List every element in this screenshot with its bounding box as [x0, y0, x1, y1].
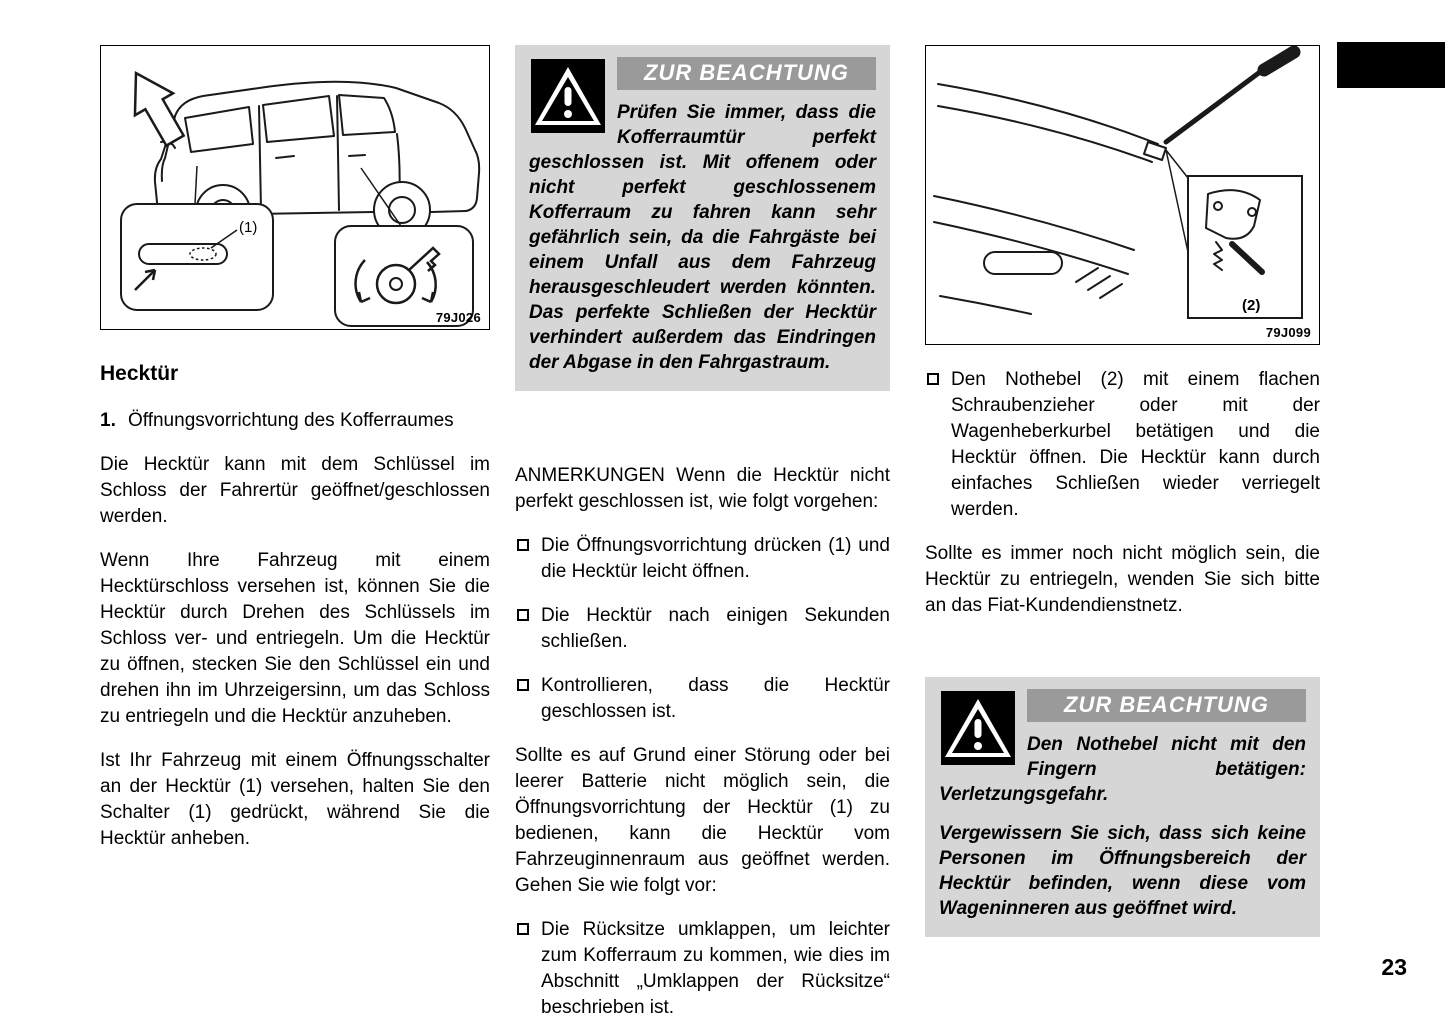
figure-tailgate-exterior	[100, 45, 490, 330]
list-item-text: Die Öffnungsvorrichtung drücken (1) und die Hecktür leicht öffnen.	[541, 535, 890, 582]
handle-inset	[121, 204, 273, 310]
page-number: 23	[1381, 954, 1407, 980]
middle-column	[515, 45, 890, 1021]
warning-box	[515, 45, 890, 391]
warning-triangle-icon	[531, 59, 605, 133]
list-item-text: Die Rücksitze umklappen, um leichter zum Kofferraum zu kommen, wie dies im Abschnitt „Umklappen der Rücksitze“ beschrieben ist.	[541, 919, 890, 1018]
square-bullet-icon	[517, 923, 529, 935]
paragraph: Ist Ihr Fahrzeug mit einem Öffnungsschalter an der Hecktür (1) versehen, halten Sie den Schalter (1) gedrückt, während Sie die Hecktür anheben.	[100, 750, 490, 849]
list-item	[515, 533, 890, 585]
list-item	[515, 603, 890, 655]
figure-label-2: (2)	[1242, 297, 1261, 314]
list-item-text: Den Nothebel (2) mit einem flachen Schraubenzieher oder mit der Wagenheberkurbel betätigen und die Hecktür öffnen. Die Hecktür kann durch einfaches Schließen wieder verriegelt werden.	[951, 369, 1320, 520]
list-item-text: Kontrollieren, dass die Hecktür geschlossen ist.	[541, 675, 890, 722]
paragraph: Sollte es immer noch nicht möglich sein, die Hecktür zu entriegeln, wenden Sie sich bitte an das Fiat-Kundendienstnetz.	[925, 543, 1320, 616]
item-text: Öffnungsvorrichtung des Kofferraumes	[128, 410, 454, 431]
paragraph: Wenn Ihre Fahrzeug mit einem Hecktürschloss versehen ist, können Sie die Hecktür durch Drehen des Schlüssels im Schloss ver- und entriegeln. Um die Hecktür zu öffnen, stecken Sie den Schlüssel ein und drehen ihn im Uhrzeigersinn, um das Schloss zu entriegeln und die Hecktür anzuheben.	[100, 550, 490, 727]
trunk-interior-illustration	[926, 46, 1319, 344]
square-bullet-icon	[517, 539, 529, 551]
list-item	[515, 673, 890, 725]
list-item	[925, 367, 1320, 523]
paragraph: Sollte es auf Grund einer Störung oder bei leerer Batterie nicht möglich sein, die Öffnungsvorrichtung der Hecktür (1) zu bedienen, kann die Hecktür vom Fahrzeuginnenraum aus geöffnet werden. Gehen Sie wie folgt vor:	[515, 745, 890, 896]
section-heading: Hecktür	[100, 362, 179, 385]
section-tab-marker	[1337, 42, 1445, 88]
warning-text: Den Nothebel nicht mit den Fingern betätigen: Verletzungsgefahr.	[939, 734, 1306, 805]
right-column	[925, 45, 1320, 937]
warning-triangle-icon	[941, 691, 1015, 765]
warning-text: Vergewissern Sie sich, dass sich keine Personen im Öffnungsbereich der Hecktür befinden, wenn diese vom Wageninneren aus geöffnet wird.	[939, 823, 1306, 919]
warning-title: ZUR BEACHTUNG	[617, 57, 876, 90]
list-item-text: Die Hecktür nach einigen Sekunden schließen.	[541, 605, 890, 652]
remarks-paragraph: ANMERKUNGEN Wenn die Hecktür nicht perfekt geschlossen ist, wie folgt vorgehen:	[515, 465, 890, 512]
warning-text: Prüfen Sie immer, dass die Kofferraumtür perfekt geschlossen ist. Mit offenem oder nicht perfekt geschlossenem Kofferraum zu fahren kann sehr gefährlich sein, da die Fahrgäste bei einem Unfall aus dem Fahrzeug herausgeschleudert werden könnten. Das perfekte Schließen der Hecktür verhindert außerdem das Eindringen der Abgase in den Fahrgastraum.	[529, 102, 876, 373]
figure-label-1: (1)	[239, 219, 258, 236]
list-item	[515, 917, 890, 1021]
item-number: 1.	[100, 410, 116, 431]
car-tailgate-illustration	[101, 46, 489, 329]
square-bullet-icon	[517, 679, 529, 691]
figure-code: 79J026	[435, 310, 481, 325]
figure-code: 79J099	[1265, 325, 1311, 340]
warning-title: ZUR BEACHTUNG	[1027, 689, 1306, 722]
left-column	[100, 45, 490, 852]
numbered-item	[100, 408, 490, 434]
paragraph: Die Hecktür kann mit dem Schlüssel im Schloss der Fahrertür geöffnet/geschlossen werden.	[100, 454, 490, 527]
warning-box	[925, 677, 1320, 937]
figure-emergency-lever	[925, 45, 1320, 345]
open-tailgate-arrow-icon	[117, 62, 194, 152]
square-bullet-icon	[927, 373, 939, 385]
square-bullet-icon	[517, 609, 529, 621]
